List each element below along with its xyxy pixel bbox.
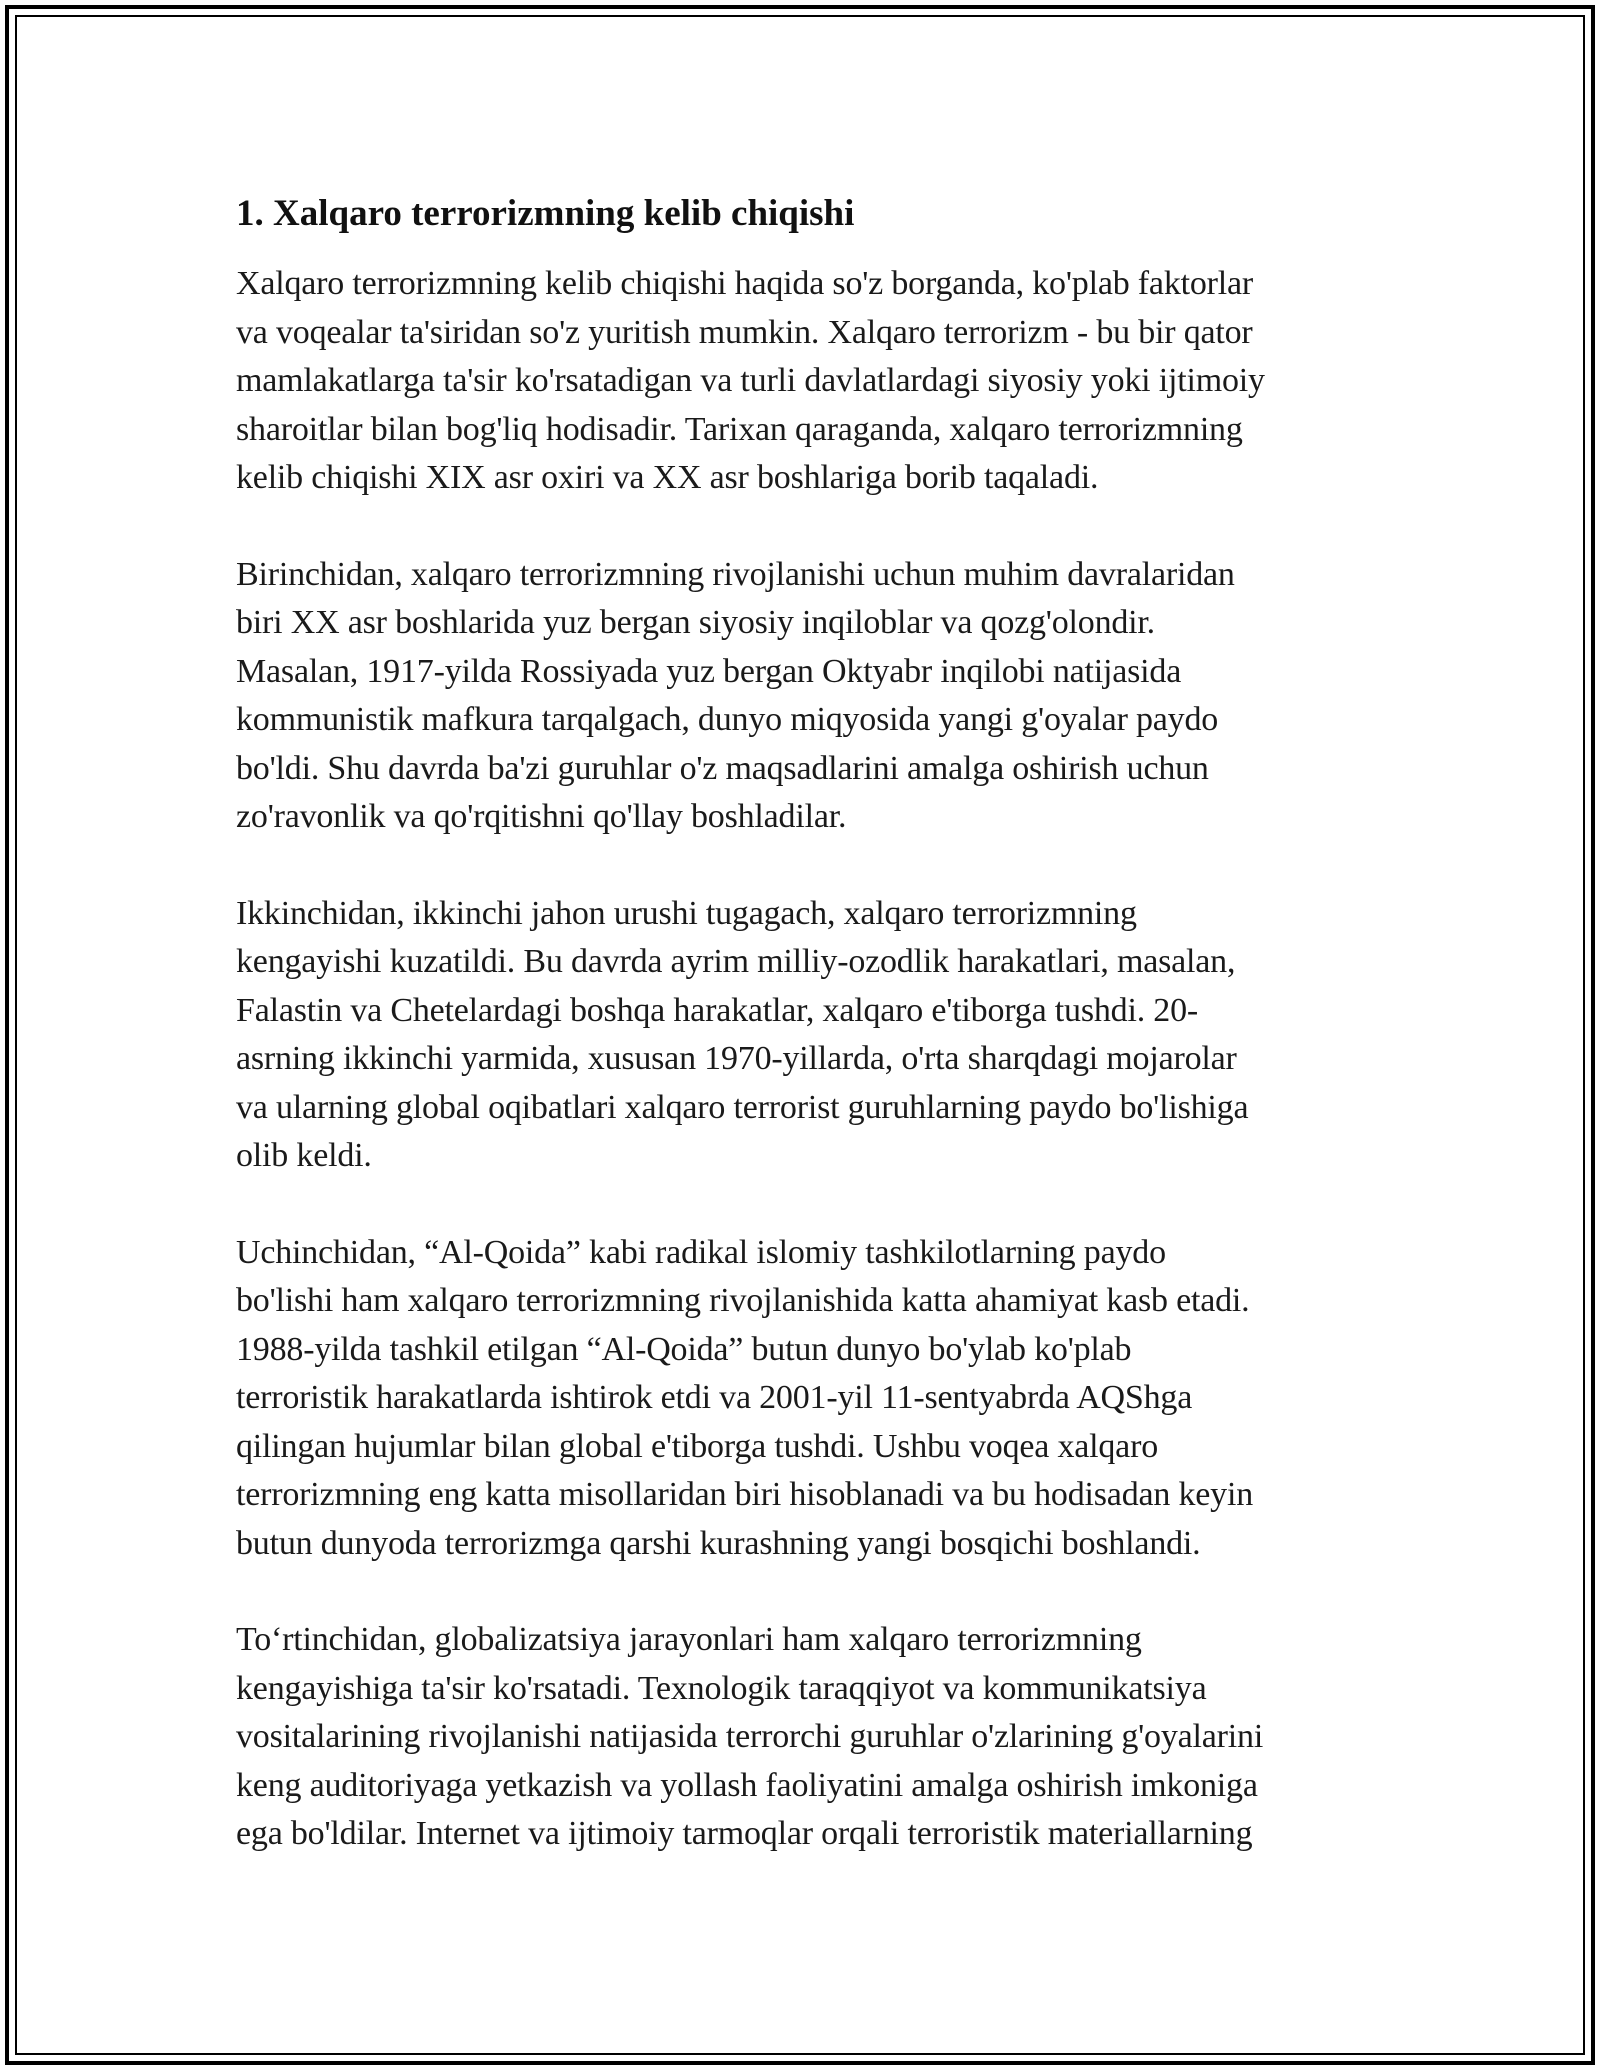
text-line: kelib chiqishi XIX asr oxiri va XX asr boshlariga borib taqaladi. [236, 459, 1099, 496]
text-line: vositalarining rivojlanishi natijasida terrorchi guruhlar o'zlarining g'oyalarini [236, 1718, 1264, 1755]
text-line: kengayishiga ta'sir ko'rsatadi. Texnologik taraqqiyot va kommunikatsiya [236, 1669, 1207, 1707]
text-line: qilingan hujumlar bilan global e'tiborga tushdi. Ushbu voqea xalqaro [236, 1427, 1158, 1465]
text-line: Ikkinchidan, ikkinchi jahon urushi tugagach, xalqaro terrorizmning [236, 894, 1137, 932]
text-line: butun dunyoda terrorizmga qarshi kurashning yangi bosqichi boshlandi. [236, 1524, 1201, 1562]
paragraph-first [236, 551, 1366, 842]
document-body [236, 188, 1366, 1907]
text-line: bo'lishi ham xalqaro terrorizmning rivojlanishida katta ahamiyat kasb etadi. [236, 1282, 1250, 1319]
text-line: sharoitlar bilan bog'liq hodisadir. Tarixan qaraganda, xalqaro terrorizmning [236, 410, 1243, 448]
text-line: kengayishi kuzatildi. Bu davrda ayrim milliy-ozodlik harakatlari, masalan, [236, 943, 1236, 980]
text-line: ega bo'ldilar. Internet va ijtimoiy tarmoqlar orqali terroristik materiallarning [236, 1815, 1253, 1852]
section-title: 1. Xalqaro terrorizmning kelib chiqishi [236, 193, 855, 234]
text-line: terroristik harakatlarda ishtirok etdi va 2001-yil 11-sentyabrda AQShga [236, 1379, 1193, 1416]
text-line: olib keldi. [236, 1137, 372, 1174]
paragraph-fourth [236, 1616, 1366, 1859]
text-line: kommunistik mafkura tarqalgach, dunyo miqyosida yangi g'oyalar paydo [236, 701, 1219, 738]
text-line: zo'ravonlik va qo'rqitishni qo'llay boshladilar. [236, 798, 847, 835]
paragraph-introduction [236, 260, 1366, 503]
text-line: asrning ikkinchi yarmida, xususan 1970-yillarda, o'rta sharqdagi mojarolar [236, 1040, 1237, 1077]
paragraph-third [236, 1229, 1366, 1569]
paragraph-second [236, 890, 1366, 1181]
text-line: To‘rtinchidan, globalizatsiya jarayonlari ham xalqaro terrorizmning [236, 1621, 1142, 1658]
text-line: mamlakatlarga ta'sir ko'rsatadigan va turli davlatlardagi siyosiy yoki ijtimoiy [236, 362, 1265, 399]
text-line: terrorizmning eng katta misollaridan biri hisoblanadi va bu hodisadan keyin [236, 1476, 1254, 1513]
text-line: Masalan, 1917-yilda Rossiyada yuz bergan Oktyabr inqilobi natijasida [236, 652, 1182, 690]
text-line: Uchinchidan, “Al-Qoida” kabi radikal islomiy tashkilotlarning paydo [236, 1233, 1166, 1271]
text-line: keng auditoriyaga yetkazish va yollash faoliyatini amalga oshirish imkoniga [236, 1766, 1258, 1804]
text-line: va voqealar ta'siridan so'z yuritish mumkin. Xalqaro terrorizm - bu bir qator [236, 313, 1253, 351]
text-line: Falastin va Chetelardagi boshqa harakatlar, xalqaro e'tiborga tushdi. 20- [236, 991, 1199, 1029]
text-line: va ularning global oqibatlari xalqaro terrorist guruhlarning paydo bo'lishiga [236, 1088, 1249, 1126]
text-line: Birinchidan, xalqaro terrorizmning rivojlanishi uchun muhim davralaridan [236, 555, 1235, 593]
text-line: bo'ldi. Shu davrda ba'zi guruhlar o'z maqsadlarini amalga oshirish uchun [236, 749, 1209, 787]
text-line: Xalqaro terrorizmning kelib chiqishi haqida so'z borganda, ko'plab faktorlar [236, 265, 1254, 302]
text-line: 1988-yilda tashkil etilgan “Al-Qoida” butun dunyo bo'ylab ko'plab [236, 1330, 1132, 1368]
text-line: biri XX asr boshlarida yuz bergan siyosiy inqiloblar va qozg'olondir. [236, 604, 1155, 641]
